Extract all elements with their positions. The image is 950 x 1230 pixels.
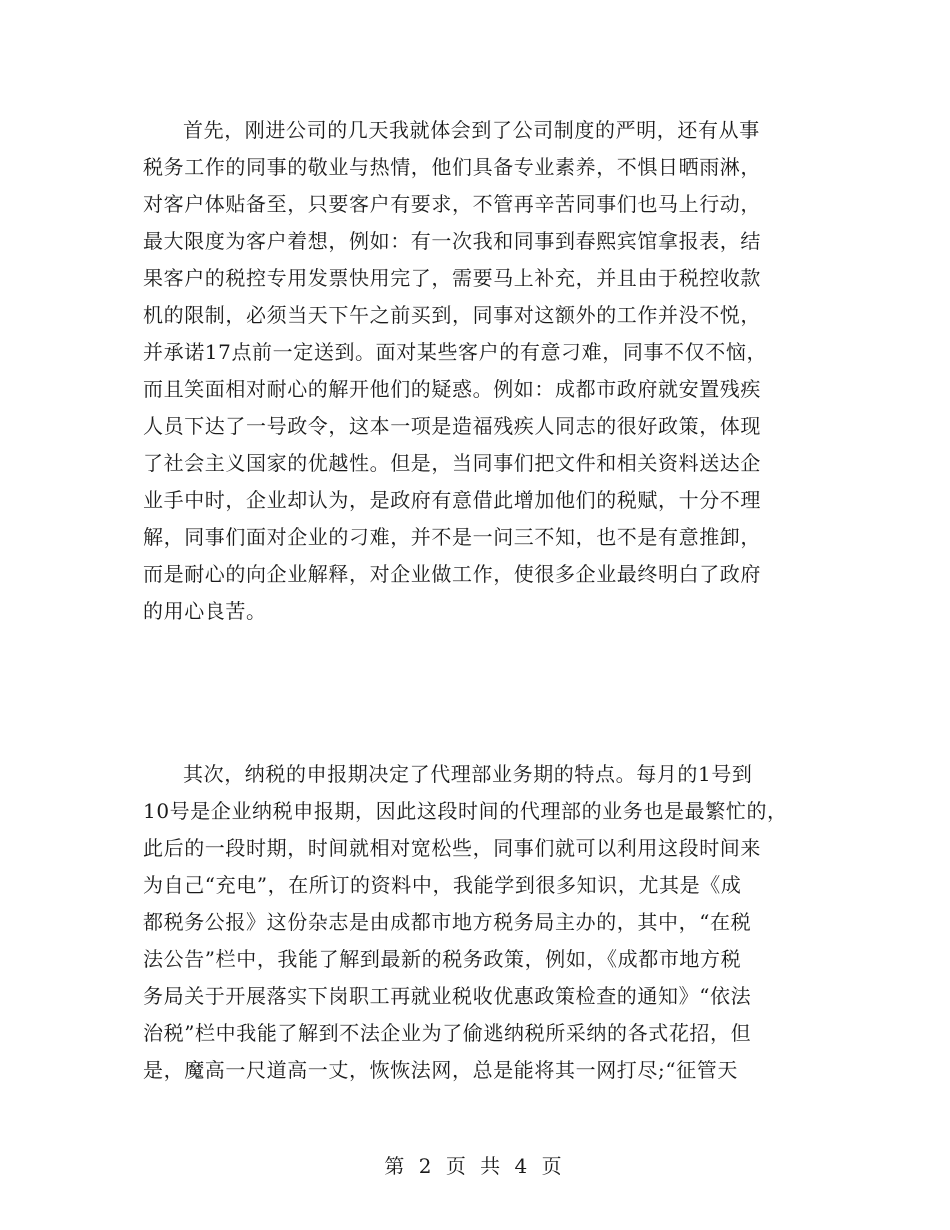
text-line: 最大限度为客户着想，例如：有一次我和同事到春熙宾馆拿报表，结 — [143, 229, 761, 253]
text-line: 而是耐心的向企业解释，对企业做工作，使很多企业最终明白了政府 — [143, 562, 761, 586]
paragraph-2 — [143, 756, 823, 1089]
text-line: 务局关于开展落实下岗职工再就业税收优惠政策检查的通知》“依法 — [143, 984, 752, 1008]
text-line: 此后的一段时期，时间就相对宽松些，同事们就可以利用这段时间来 — [143, 836, 761, 860]
text-line: 10号是企业纳税申报期，因此这段时间的代理部的业务也是最繁忙的， — [143, 799, 788, 823]
text-line: 为自己“充电”，在所订的资料中，我能学到很多知识，尤其是《成 — [143, 873, 742, 897]
page-number-footer: 第 2 页 共 4 页 — [384, 1154, 566, 1178]
text-line: 是，魔高一尺道高一丈，恢恢法网，总是能将其一网打尽;“征管天 — [143, 1058, 738, 1082]
text-line: 对客户体贴备至，只要客户有要求，不管再辛苦同事们也马上行动， — [143, 192, 761, 216]
text-line: 治税”栏中我能了解到不法企业为了偷逃纳税所采纳的各式花招，但 — [143, 1021, 752, 1045]
text-line: 首先，刚进公司的几天我就体会到了公司制度的严明，还有从事 — [183, 118, 760, 142]
text-line: 业手中时，企业却认为，是政府有意借此增加他们的税赋，十分不理 — [143, 488, 761, 512]
text-line: 的用心良苦。 — [143, 599, 267, 623]
text-line: 机的限制，必须当天下午之前买到，同事对这额外的工作并没不悦， — [143, 303, 761, 327]
text-line: 解，同事们面对企业的刁难，并不是一问三不知，也不是有意推卸， — [143, 525, 761, 549]
paragraph-1 — [143, 112, 823, 630]
text-line: 果客户的税控专用发票快用完了，需要马上补充，并且由于税控收款 — [143, 266, 761, 290]
text-line: 了社会主义国家的优越性。但是，当同事们把文件和相关资料送达企 — [143, 451, 761, 475]
text-line: 法公告”栏中，我能了解到最新的税务政策，例如，《成都市地方税 — [143, 947, 742, 971]
text-line: 而且笑面相对耐心的解开他们的疑惑。例如：成都市政府就安置残疾 — [143, 377, 761, 401]
text-line: 都税务公报》这份杂志是由成都市地方税务局主办的，其中，“在税 — [143, 910, 752, 934]
text-line: 其次，纳税的申报期决定了代理部业务期的特点。每月的1号到 — [183, 762, 753, 786]
text-line: 人员下达了一号政令，这本一项是造福残疾人同志的很好政策，体现 — [143, 414, 761, 438]
text-line: 并承诺17点前一定送到。面对某些客户的有意刁难，同事不仅不恼， — [143, 340, 768, 364]
text-line: 税务工作的同事的敬业与热情，他们具备专业素养，不惧日晒雨淋， — [143, 155, 761, 179]
